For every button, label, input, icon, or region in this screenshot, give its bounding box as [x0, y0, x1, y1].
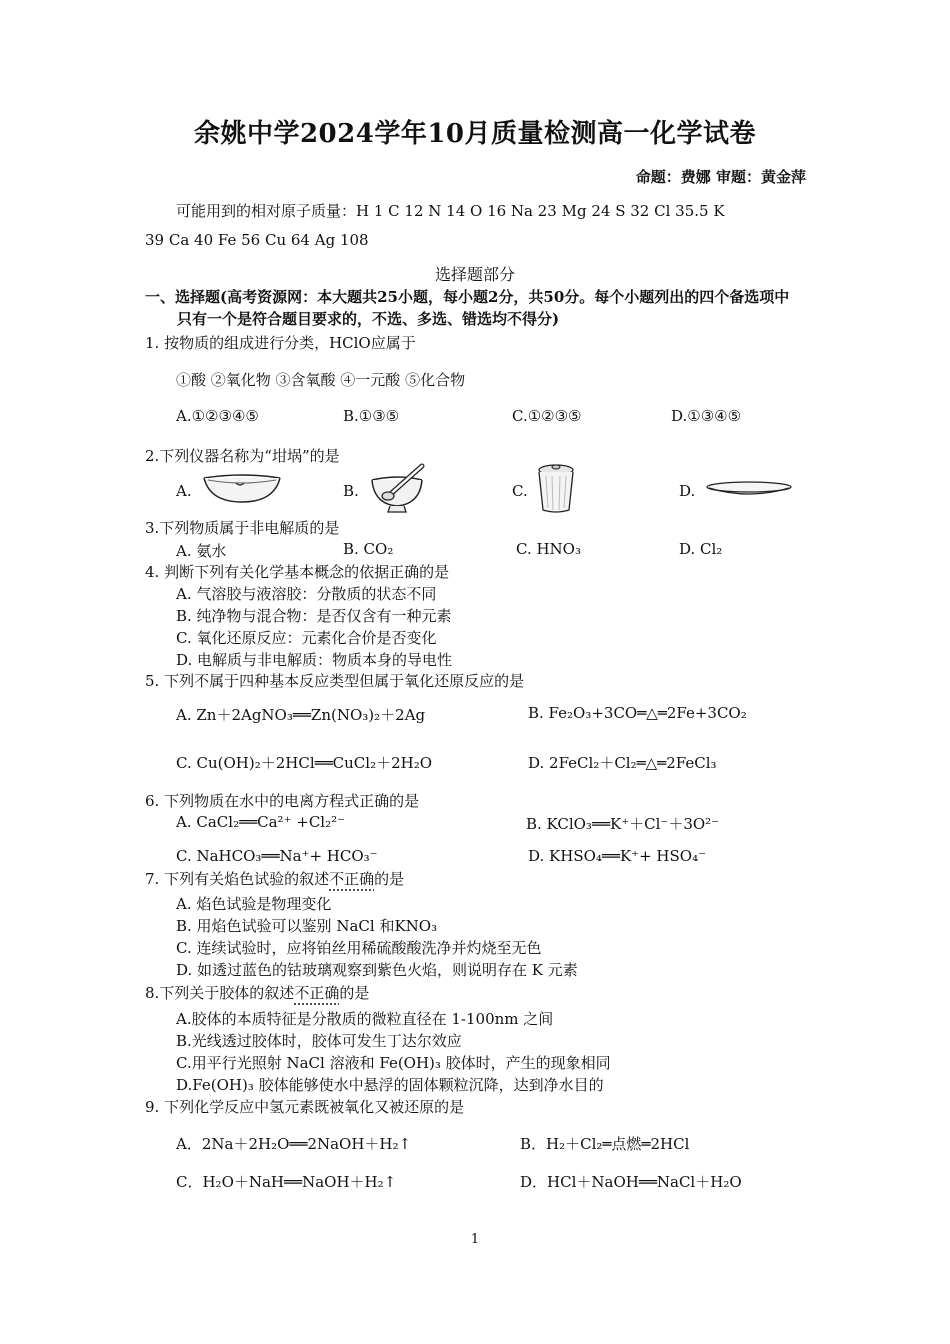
- q7-stem-pre: 7. 下列有关焰色试验的叙述: [145, 870, 330, 888]
- q9-option-a: A．2Na＋2H₂O══2NaOH＋H₂↑: [176, 1135, 412, 1153]
- q3-option-c: C. HNO₃: [516, 540, 581, 558]
- instructions-line-2: 只有一个是符合题目要求的，不选、多选、错选均不得分): [177, 310, 560, 328]
- q9-option-c: C．H₂O＋NaH══NaOH＋H₂↑: [176, 1173, 397, 1191]
- q5-option-c: C. Cu(OH)₂＋2HCl══CuCl₂＋2H₂O: [176, 754, 433, 772]
- evaporating-dish-icon: [200, 470, 284, 506]
- q4-option-b: B. 纯净物与混合物：是否仅含有一种元素: [176, 607, 452, 625]
- q8-stem-emphasis: 不正确: [294, 984, 340, 1002]
- q1-option-c: C.①②③⑤: [512, 407, 582, 425]
- q3-option-a: A. 氨水: [176, 542, 227, 560]
- q6-stem: 6. 下列物质在水中的电离方程式正确的是: [145, 792, 420, 810]
- crucible-icon: [534, 462, 578, 516]
- watch-glass-icon: [704, 478, 794, 500]
- q8-option-b: B.光线透过胶体时，胶体可发生丁达尔效应: [176, 1032, 462, 1050]
- q7-option-c: C. 连续试验时，应将铂丝用稀硫酸酸洗净并灼烧至无色: [176, 939, 542, 957]
- q6-option-d: D. KHSO₄══K⁺+ HSO₄⁻: [528, 847, 707, 865]
- q3-stem: 3.下列物质属于非电解质的是: [145, 519, 340, 537]
- q7-option-d: D. 如透过蓝色的钴玻璃观察到紫色火焰，则说明存在 K 元素: [176, 961, 578, 979]
- q8-stem-post: 的是: [339, 984, 370, 1002]
- atomic-masses-line-1: 可能用到的相对原子质量：H 1 C 12 N 14 O 16 Na 23 Mg 24 S 32 Cl 35.5 K: [176, 202, 725, 220]
- q4-option-a: A. 气溶胶与液溶胶：分散质的状态不同: [176, 585, 437, 603]
- q5-option-d: D. 2FeCl₂＋Cl₂═△═2FeCl₃: [528, 754, 717, 772]
- q1-items: ①酸 ②氧化物 ③含氧酸 ④一元酸 ⑤化合物: [176, 371, 466, 389]
- q4-option-c: C. 氧化还原反应：元素化合价是否变化: [176, 629, 437, 647]
- q2-option-d: D.: [679, 482, 696, 500]
- q6-option-c: C. NaHCO₃══Na⁺+ HCO₃⁻: [176, 847, 378, 865]
- instructions: [145, 286, 789, 330]
- q1-stem: 1. 按物质的组成进行分类，HClO应属于: [145, 334, 416, 352]
- q8-option-a: A.胶体的本质特征是分散质的微粒直径在 1-100nm 之间: [176, 1010, 554, 1028]
- q2-stem: 2.下列仪器名称为“坩埚”的是: [145, 447, 340, 465]
- q7-stem-emphasis: 不正确: [329, 870, 375, 888]
- q2-option-c: C.: [512, 482, 528, 500]
- mortar-and-pestle-icon: [366, 462, 430, 518]
- q2-option-a: A.: [176, 482, 192, 500]
- authors-line: 命题：费娜 审题：黄金萍: [635, 168, 806, 186]
- q8-option-c: C.用平行光照射 NaCl 溶液和 Fe(OH)₃ 胶体时，产生的现象相同: [176, 1054, 611, 1072]
- q7-stem: [145, 868, 404, 889]
- q5-stem: 5. 下列不属于四种基本反应类型但属于氧化还原反应的是: [145, 672, 525, 690]
- q9-option-d: D．HCl＋NaOH══NaCl＋H₂O: [520, 1173, 742, 1191]
- q1-option-a: A.①②③④⑤: [176, 407, 259, 425]
- q6-option-b: B. KClO₃══K⁺＋Cl⁻＋3O²⁻: [526, 815, 720, 833]
- instructions-line-1: 一、选择题(高考资源网：本大题共25小题，每小题2分，共50分。每个小题列出的四个备选项中: [145, 288, 790, 306]
- q7-option-a: A. 焰色试验是物理变化: [176, 895, 332, 913]
- q7-option-b: B. 用焰色试验可以鉴别 NaCl 和KNO₃: [176, 917, 438, 935]
- q1-option-b: B.①③⑤: [343, 407, 400, 425]
- atomic-masses-line-2: 39 Ca 40 Fe 56 Cu 64 Ag 108: [145, 231, 369, 249]
- page-title: 余姚中学2024学年10月质量检测高一化学试卷: [193, 119, 757, 149]
- page-number: 1: [470, 1232, 480, 1247]
- q8-stem: [145, 982, 369, 1003]
- q4-option-d: D. 电解质与非电解质：物质本身的导电性: [176, 651, 453, 669]
- q5-option-a: A. Zn＋2AgNO₃══Zn(NO₃)₂＋2Ag: [176, 706, 426, 724]
- q3-option-d: D. Cl₂: [679, 540, 723, 558]
- q8-option-d: D.Fe(OH)₃ 胶体能够使水中悬浮的固体颗粒沉降，达到净水目的: [176, 1076, 604, 1094]
- q1-option-d: D.①③④⑤: [671, 407, 742, 425]
- section-title: 选择题部分: [434, 265, 515, 284]
- q6-option-a: A. CaCl₂══Ca²⁺ +Cl₂²⁻: [176, 813, 346, 831]
- q7-stem-post: 的是: [374, 870, 405, 888]
- q9-option-b: B．H₂＋Cl₂═点燃═2HCl: [520, 1135, 690, 1153]
- q4-stem: 4. 判断下列有关化学基本概念的依据正确的是: [145, 563, 450, 581]
- q2-option-b: B.: [343, 482, 359, 500]
- q5-option-b: B. Fe₂O₃+3CO═△═2Fe+3CO₂: [528, 704, 747, 722]
- q8-stem-pre: 8.下列关于胶体的叙述: [145, 984, 295, 1002]
- q3-option-b: B. CO₂: [343, 540, 394, 558]
- q9-stem: 9. 下列化学反应中氢元素既被氧化又被还原的是: [145, 1098, 465, 1116]
